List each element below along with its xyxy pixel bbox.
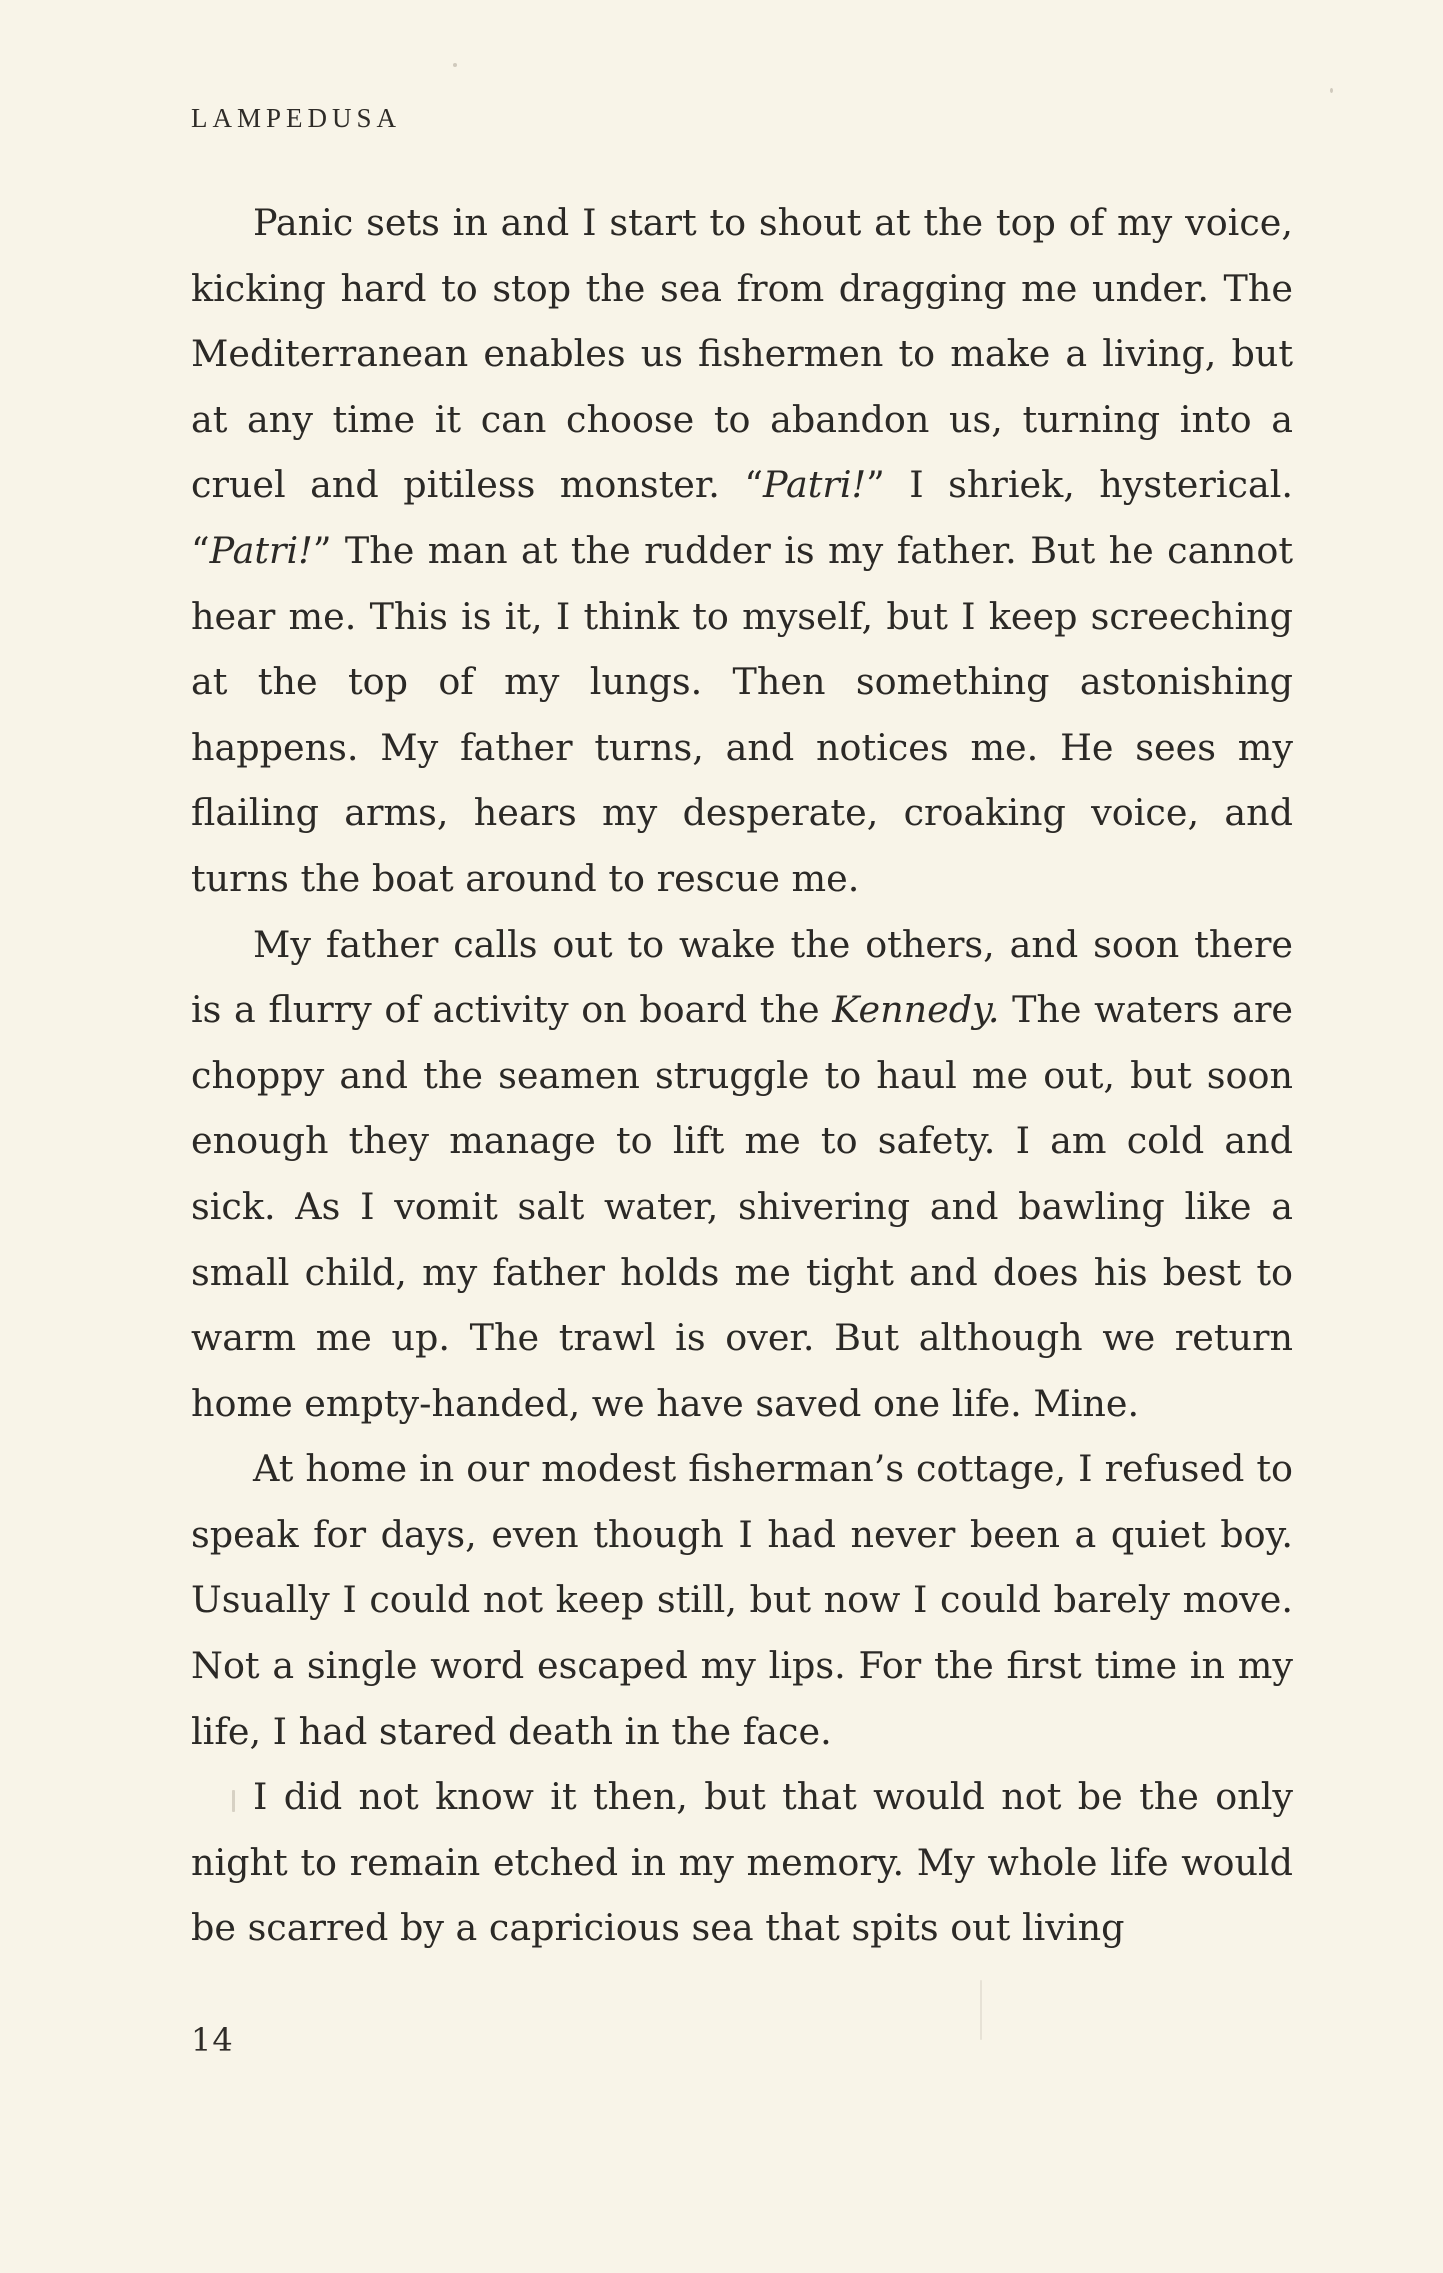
paragraph: [191, 1436, 1293, 1764]
body-text: [191, 190, 1293, 1961]
text-run: ” I shriek, hysterical. “: [191, 463, 1294, 572]
text-run: I did not know it then, but that would not be the only night to remain etched in my memory. My whole life would be scarred by a capricious sea that spits out living: [191, 1775, 1293, 1950]
text-run: At home in our modest fisherman’s cottage, I refused to speak for days, even though I had never been a quiet boy. Usually I could not keep still, but now I could barely move. Not a single word escaped my lips. For the first time in my life, I had stared death in the face.: [191, 1447, 1293, 1753]
text-run: My father calls out to wake the others, and soon there is a flurry of activity on board the: [191, 922, 1293, 1032]
italic-text: Kennedy.: [832, 988, 1000, 1032]
italic-text: Patri!: [209, 528, 313, 572]
paper-speck: [453, 63, 457, 67]
paper-speck: [232, 1790, 235, 1812]
paragraph: [191, 190, 1293, 912]
running-head: LAMPEDUSA: [191, 103, 402, 133]
italic-text: Patri!: [763, 463, 867, 507]
text-run: Panic sets in and I start to shout at the top of my voice, kicking hard to stop the sea from dragging me under. The Mediterranean enables us fishermen to make a living, but at any time it can choose to abandon us, turning into a cruel and pitiless monster. “: [191, 201, 1293, 507]
paragraph: [191, 912, 1293, 1437]
paper-speck: [1330, 88, 1333, 93]
paper-speck: [980, 1980, 982, 2040]
text-run: ” The man at the rudder is my father. But he cannot hear me. This is it, I think to myself, but I keep screeching at the top of my lungs. Then something astonishing happens. My father turns, and notices me. He sees my flailing arms, hears my desperate, croaking voice, and turns the boat around to rescue me.: [191, 528, 1293, 900]
page-number: 14: [191, 2021, 234, 2059]
paragraph: [191, 1764, 1293, 1961]
text-run: The waters are choppy and the seamen struggle to haul me out, but soon enough they manage to lift me to safety. I am cold and sick. As I vomit salt water, shivering and bawling like a small child, my father holds me tight and does his best to warm me up. The trawl is over. But although we return home empty-handed, we have saved one life. Mine.: [191, 988, 1293, 1425]
